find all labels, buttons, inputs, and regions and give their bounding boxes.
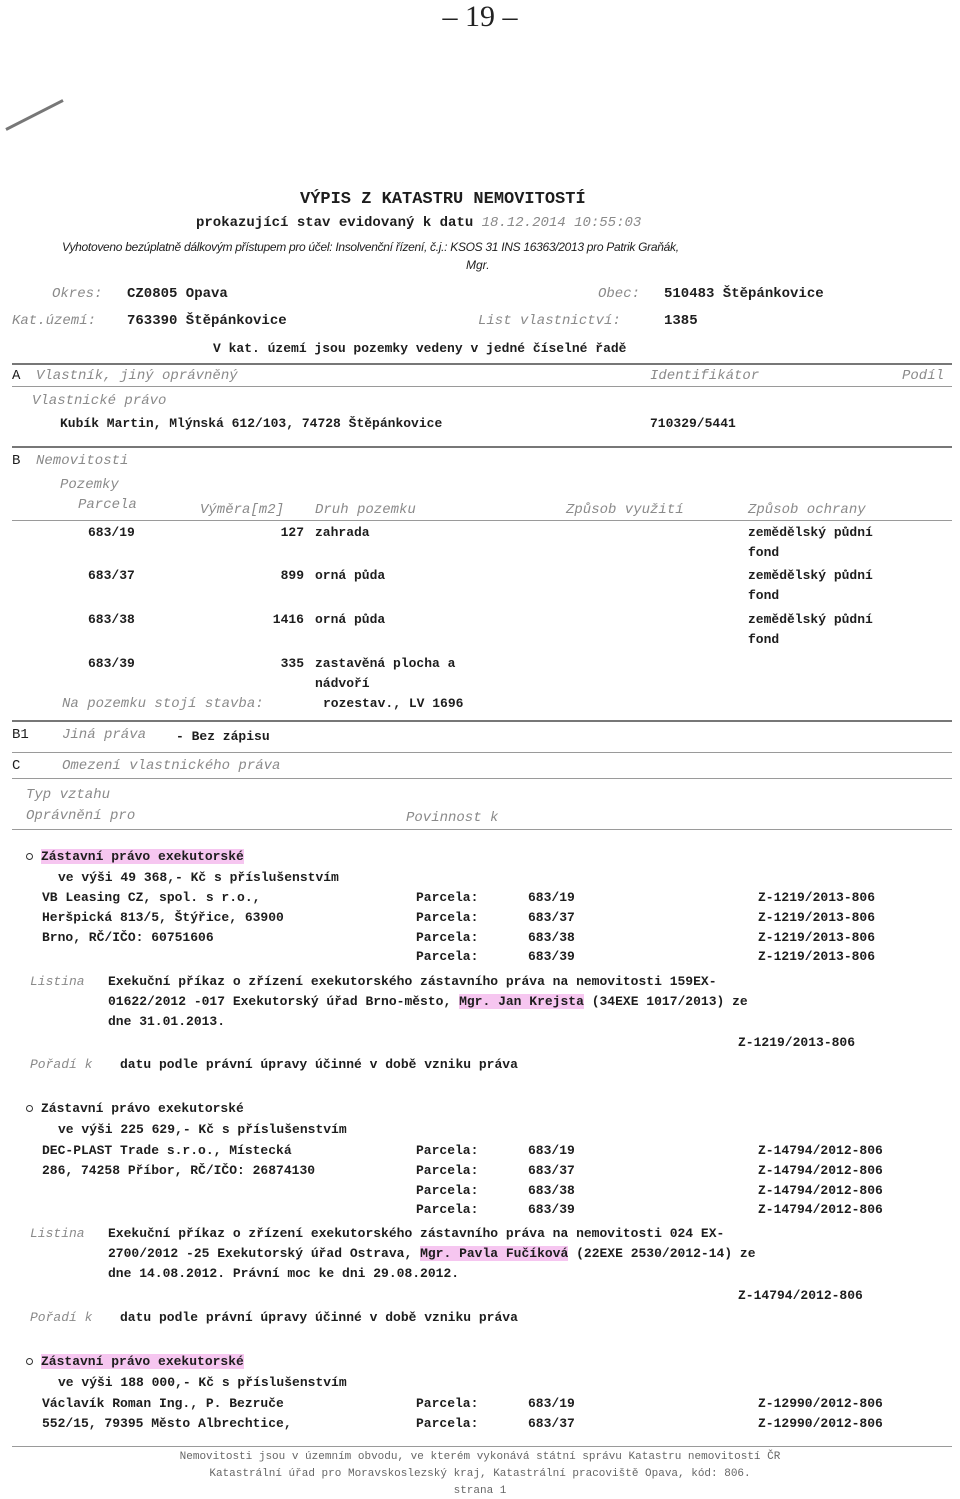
parcel-type: orná půda [315,612,386,627]
lien-ref: Z-12990/2012-806 [758,1396,883,1411]
owner: Kubík Martin, Mlýnská 612/103, 74728 Štěpánkovice [60,416,443,431]
stavba-value: rozestav., LV 1696 [323,696,464,711]
typ-vztahu: Typ vztahu [26,787,111,803]
listina-text: dne 31.01.2013. [108,1014,226,1029]
parcel-label: Parcela: [416,1396,479,1411]
scanned-extract [0,80,960,1499]
poradi-text: datu podle právní úpravy účinné v době vzniku práva [120,1310,518,1325]
divider [12,363,952,365]
lien-holder: Václavík Roman Ing., P. Bezruče [42,1396,284,1411]
lien-amount: ve výši 188 000,- Kč s příslušenstvím [58,1375,347,1390]
bullet-icon [26,1105,33,1112]
listina-text-part: (22EXE 2530/2012-14) ze [568,1246,756,1261]
lien-ref: Z-14794/2012-806 [758,1183,883,1198]
section-b1-title: Jiná práva [62,727,147,743]
listina-text [108,1246,756,1261]
parcel-protection-2: fond [748,632,780,647]
section-b-sub: Pozemky [60,477,119,493]
listina-text-part: 01622/2012 -017 Exekutorský úřad Brno-město, [108,994,460,1009]
parcel-label: Parcela: [416,949,479,964]
pen-mark [5,99,63,131]
section-a-subtitle: Vlastnické právo [32,393,167,409]
parcel-area: 899 [280,568,304,583]
poradi-label: Pořadí k [30,1057,93,1072]
col-vyuziti: Způsob využití [566,502,684,518]
obec-value: 510483 Štěpánkovice [664,286,824,302]
listina-text-part: (34EXE 1017/2013) ze [583,994,748,1009]
poradi-text: datu podle právní úpravy účinné v době vzniku práva [120,1057,518,1072]
lien-ref: Z-1219/2013-806 [758,890,876,905]
divider [12,520,952,521]
section-c-title: Omezení vlastnického práva [62,758,281,774]
parcel-label: Parcela: [416,1143,479,1158]
parcel-label: Parcela: [416,1202,479,1217]
divider [12,829,952,830]
katuzemi-label: Kat.území: [12,313,97,329]
col-parcela: Parcela [78,497,137,513]
section-b1-value: - Bez zápisu [176,729,270,744]
subtitle [196,215,641,231]
parcel-protection: zemědělský půdní [748,525,873,540]
subtitle-label: prokazující stav evidovaný k datu [196,215,474,231]
divider [12,1446,952,1447]
footer-line-1: Nemovitosti jsou v územním obvodu, ve kterém vykonává státní správu Katastru nemovitostí ČR [179,1451,781,1463]
parcel-protection: zemědělský půdní [748,568,873,583]
poradi-label: Pořadí k [30,1310,93,1325]
listina-highlight: Mgr. Pavla Fučíková [420,1246,569,1261]
parcel-label: Parcela: [416,1416,479,1431]
lien-parcel: 683/37 [528,1416,575,1431]
okres-value: CZ0805 Opava [127,286,228,302]
list-value: 1385 [664,313,698,329]
lien-holder: VB Leasing CZ, spol. s r.o., [42,890,261,905]
owner-id: 710329/5441 [650,416,736,431]
listina-label: Listina [30,1226,85,1241]
listina-text: Exekuční příkaz o zřízení exekutorského zástavního práva na nemovitosti 159EX- [108,974,717,989]
parcel-type: zastavěná plocha a [315,656,456,671]
parcel-protection-2: fond [748,545,780,560]
opravneni-pro: Oprávnění pro [26,808,136,824]
parcel-type: orná půda [315,568,386,583]
obec-label: Obec: [598,286,641,302]
listina-text: Exekuční příkaz o zřízení exekutorského zástavního práva na nemovitosti 024 EX- [108,1226,725,1241]
povinnost-k: Povinnost k [406,810,499,826]
lien-ref: Z-1219/2013-806 [758,910,876,925]
lien-parcel: 683/19 [528,1396,575,1411]
lien-ref: Z-1219/2013-806 [738,1035,856,1050]
issued-line-1: Vyhotoveno bezúplatně dálkovým přístupem pro účel: Insolvenční řízení, č.j.: KSOS 31 INS 16363/2013 pro Patrik Graňák, [62,240,679,254]
lien-ref: Z-14794/2012-806 [758,1202,883,1217]
page-number: – 19 – [442,0,518,33]
parcel-label: Parcela: [416,1183,479,1198]
parcel-protection-2: fond [748,588,780,603]
parcel-number: 683/19 [88,525,135,540]
divider [12,446,952,448]
section-a-title: Vlastník, jiný oprávněný [36,368,238,384]
parcel-area: 335 [280,656,304,671]
lien-parcel: 683/37 [528,910,575,925]
listina-text: dne 14.08.2012. Právní moc ke dni 29.08.2012. [108,1266,460,1281]
lien-holder: Heršpická 813/5, Štýřice, 63900 [42,910,284,925]
lien-title-text: Zástavní právo exekutorské [41,1101,244,1116]
lien-ref: Z-14794/2012-806 [758,1163,883,1178]
parcel-area: 1416 [272,612,304,627]
cadastre-note: V kat. území jsou pozemky vedeny v jedné číselné řadě [213,341,627,356]
col-ochrana: Způsob ochrany [748,502,866,518]
listina-text-part: 2700/2012 -25 Exekutorský úřad Ostrava, [108,1246,421,1261]
col-vymera: Výměra[m2] [200,502,285,518]
lien-parcel: 683/38 [528,930,575,945]
lien-ref: Z-14794/2012-806 [758,1143,883,1158]
lien-title [26,1354,244,1369]
section-c-letter: C [12,758,21,774]
lien-parcel: 683/19 [528,890,575,905]
divider [12,778,952,779]
section-b-letter: B [12,453,21,469]
lien-title-text: Zástavní právo exekutorské [41,1354,244,1369]
parcel-area: 127 [280,525,304,540]
parcel-label: Parcela: [416,1163,479,1178]
lien-title [26,1101,244,1116]
subtitle-date: 18.12.2014 10:55:03 [481,215,642,231]
listina-label: Listina [30,974,85,989]
ident-header: Identifikátor [650,368,760,384]
parcel-type-2: nádvoří [315,676,370,691]
divider [12,386,952,387]
lien-holder: 552/15, 79395 Město Albrechtice, [42,1416,292,1431]
katuzemi-value: 763390 Štěpánkovice [127,313,287,329]
parcel-number: 683/39 [88,656,135,671]
lien-ref: Z-1219/2013-806 [758,949,876,964]
lien-ref: Z-12990/2012-806 [758,1416,883,1431]
lien-holder: 286, 74258 Příbor, RČ/IČO: 26874130 [42,1163,316,1178]
document-title: VÝPIS Z KATASTRU NEMOVITOSTÍ [300,190,586,209]
parcel-label: Parcela: [416,890,479,905]
lien-title [26,849,244,864]
lien-parcel: 683/19 [528,1143,575,1158]
lien-parcel: 683/38 [528,1183,575,1198]
bullet-icon [26,853,33,860]
lien-ref: Z-14794/2012-806 [738,1288,863,1303]
lien-holder: DEC-PLAST Trade s.r.o., Místecká [42,1143,292,1158]
parcel-type: zahrada [315,525,370,540]
section-a-letter: A [12,368,21,384]
stavba-label: Na pozemku stojí stavba: [62,696,264,712]
parcel-number: 683/38 [88,612,135,627]
lien-ref: Z-1219/2013-806 [758,930,876,945]
listina-text [108,994,748,1009]
section-b1-letter: B1 [12,727,29,743]
lien-title-text: Zástavní právo exekutorské [41,849,244,864]
lien-holder: Brno, RČ/IČO: 60751606 [42,930,214,945]
lien-amount: ve výši 49 368,- Kč s příslušenstvím [58,870,339,885]
parcel-number: 683/37 [88,568,135,583]
section-b-title: Nemovitosti [36,453,129,469]
lien-amount: ve výši 225 629,- Kč s příslušenstvím [58,1122,347,1137]
issued-line-2: Mgr. [466,258,490,272]
okres-label: Okres: [52,286,103,302]
divider [12,720,952,722]
podil-header: Podíl [902,368,945,384]
footer-page: strana 1 [453,1485,507,1497]
list-label: List vlastnictví: [478,313,621,329]
footer-line-2: Katastrální úřad pro Moravskoslezský kraj, Katastrální pracoviště Opava, kód: 806. [209,1468,751,1480]
lien-parcel: 683/37 [528,1163,575,1178]
parcel-label: Parcela: [416,930,479,945]
parcel-label: Parcela: [416,910,479,925]
listina-highlight: Mgr. Jan Krejsta [459,994,584,1009]
lien-parcel: 683/39 [528,949,575,964]
lien-parcel: 683/39 [528,1202,575,1217]
divider [12,752,952,753]
col-druh: Druh pozemku [315,502,416,518]
bullet-icon [26,1358,33,1365]
parcel-protection: zemědělský půdní [748,612,873,627]
